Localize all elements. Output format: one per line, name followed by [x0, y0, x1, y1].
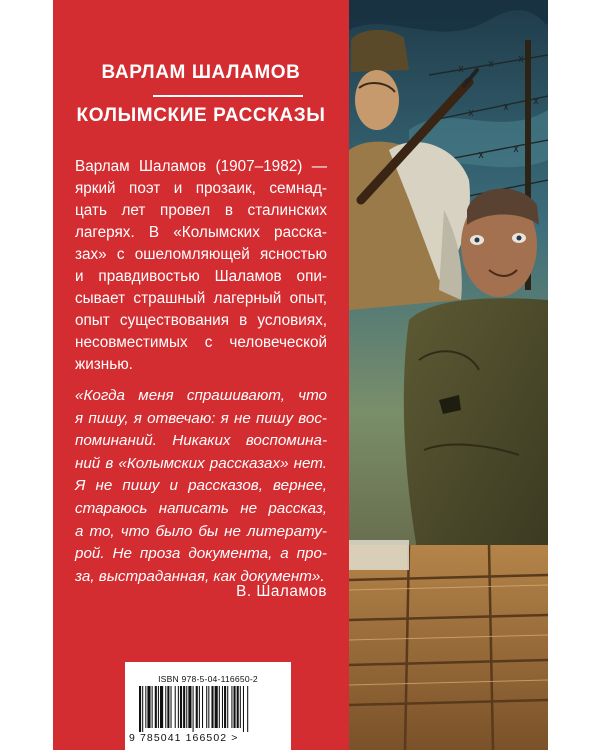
book-back-cover — [53, 0, 548, 750]
barcode-icon — [139, 686, 277, 732]
quote-line: а то, что было бы не литерату- — [75, 522, 327, 540]
barcode-bar — [196, 686, 198, 728]
barcode-bar — [139, 686, 141, 732]
quote-line: «Когда меня спрашивают, что — [75, 387, 327, 404]
barcode-bar — [193, 686, 194, 732]
barcode-bar — [147, 686, 150, 728]
book-description — [75, 156, 327, 376]
barcode-bar — [183, 686, 185, 728]
barcode-bar — [171, 686, 172, 728]
quote-line: стараюсь написать не рассказ, — [75, 499, 327, 517]
barcode-digits: 9 785041 166502 > — [129, 732, 239, 744]
author-name: ВАРЛАМ ШАЛАМОВ — [101, 62, 301, 83]
barcode-bar — [180, 686, 182, 728]
barcode-bar — [202, 686, 203, 728]
barcode-bar — [215, 686, 218, 728]
title-divider — [153, 95, 303, 97]
barcode-bar — [145, 686, 146, 728]
painting-illustration — [349, 0, 548, 750]
quote-line: Я не пишу и рассказов, вернее, — [75, 477, 327, 495]
description-line: зах» с ошеломляющей ясностью — [75, 246, 327, 263]
barcode-bar — [224, 686, 226, 728]
description-line: опыт существования в условиях, — [75, 312, 327, 329]
barcode-bar — [186, 686, 187, 728]
barcode-bar — [188, 686, 191, 728]
description-line: Варлам Шаламов (1907–1982) — — [75, 158, 327, 175]
cover-painting — [349, 0, 548, 750]
description-line: несовместимых с человеческой — [75, 334, 327, 351]
barcode-bar — [142, 686, 143, 732]
barcode-bar — [219, 686, 220, 728]
book-title: КОЛЫМСКИЕ РАССКАЗЫ — [76, 105, 326, 126]
barcode-bar — [160, 686, 163, 728]
barcode-bar — [152, 686, 153, 728]
quote-signature: В. Шаламов — [236, 583, 327, 600]
description-line: жизнью. — [75, 356, 133, 373]
quote-line: рой. Не проза документа, а про- — [75, 545, 327, 563]
barcode-bar — [199, 686, 200, 728]
barcode-bar — [222, 686, 223, 728]
barcode-bar — [158, 686, 159, 728]
barcode-bar — [208, 686, 209, 728]
barcode-bar — [175, 686, 176, 728]
barcode-bar — [178, 686, 179, 728]
isbn-text: ISBN 978-5-04-116650-2 — [158, 674, 258, 684]
author-quote — [75, 385, 327, 588]
barcode-bar — [243, 686, 244, 732]
quote-line: я пишу, я отвечаю: я не пишу вос- — [75, 409, 327, 427]
barcode-bar — [206, 686, 207, 728]
barcode-bar — [240, 686, 241, 728]
barcode-label — [125, 662, 291, 750]
description-line: яркий поэт и прозаик, семнад- — [75, 180, 327, 197]
red-text-panel — [53, 0, 349, 750]
quote-line: ний в «Колымских рассказах» нет. — [75, 454, 327, 472]
barcode-bar — [227, 686, 228, 728]
quote-line: поминаний. Никаких воспомина- — [75, 432, 327, 450]
barcode-bar — [211, 686, 213, 728]
description-line: цать лет провел в сталинских — [75, 202, 327, 219]
barcode-bar — [234, 686, 236, 728]
description-line: лагерях. В «Колымских расска- — [75, 224, 327, 241]
quote-line: за, выстраданная, как документ». — [75, 567, 325, 585]
barcode-bar — [155, 686, 157, 728]
barcode-bar — [247, 686, 248, 732]
barcode-bar — [231, 686, 232, 728]
description-line: и правдивостью Шаламов опи- — [75, 268, 327, 285]
barcode-bar — [165, 686, 166, 728]
barcode-bar — [167, 686, 169, 728]
description-line: сывает страшный лагерный опыт, — [75, 290, 327, 307]
barcode-bar — [237, 686, 239, 728]
